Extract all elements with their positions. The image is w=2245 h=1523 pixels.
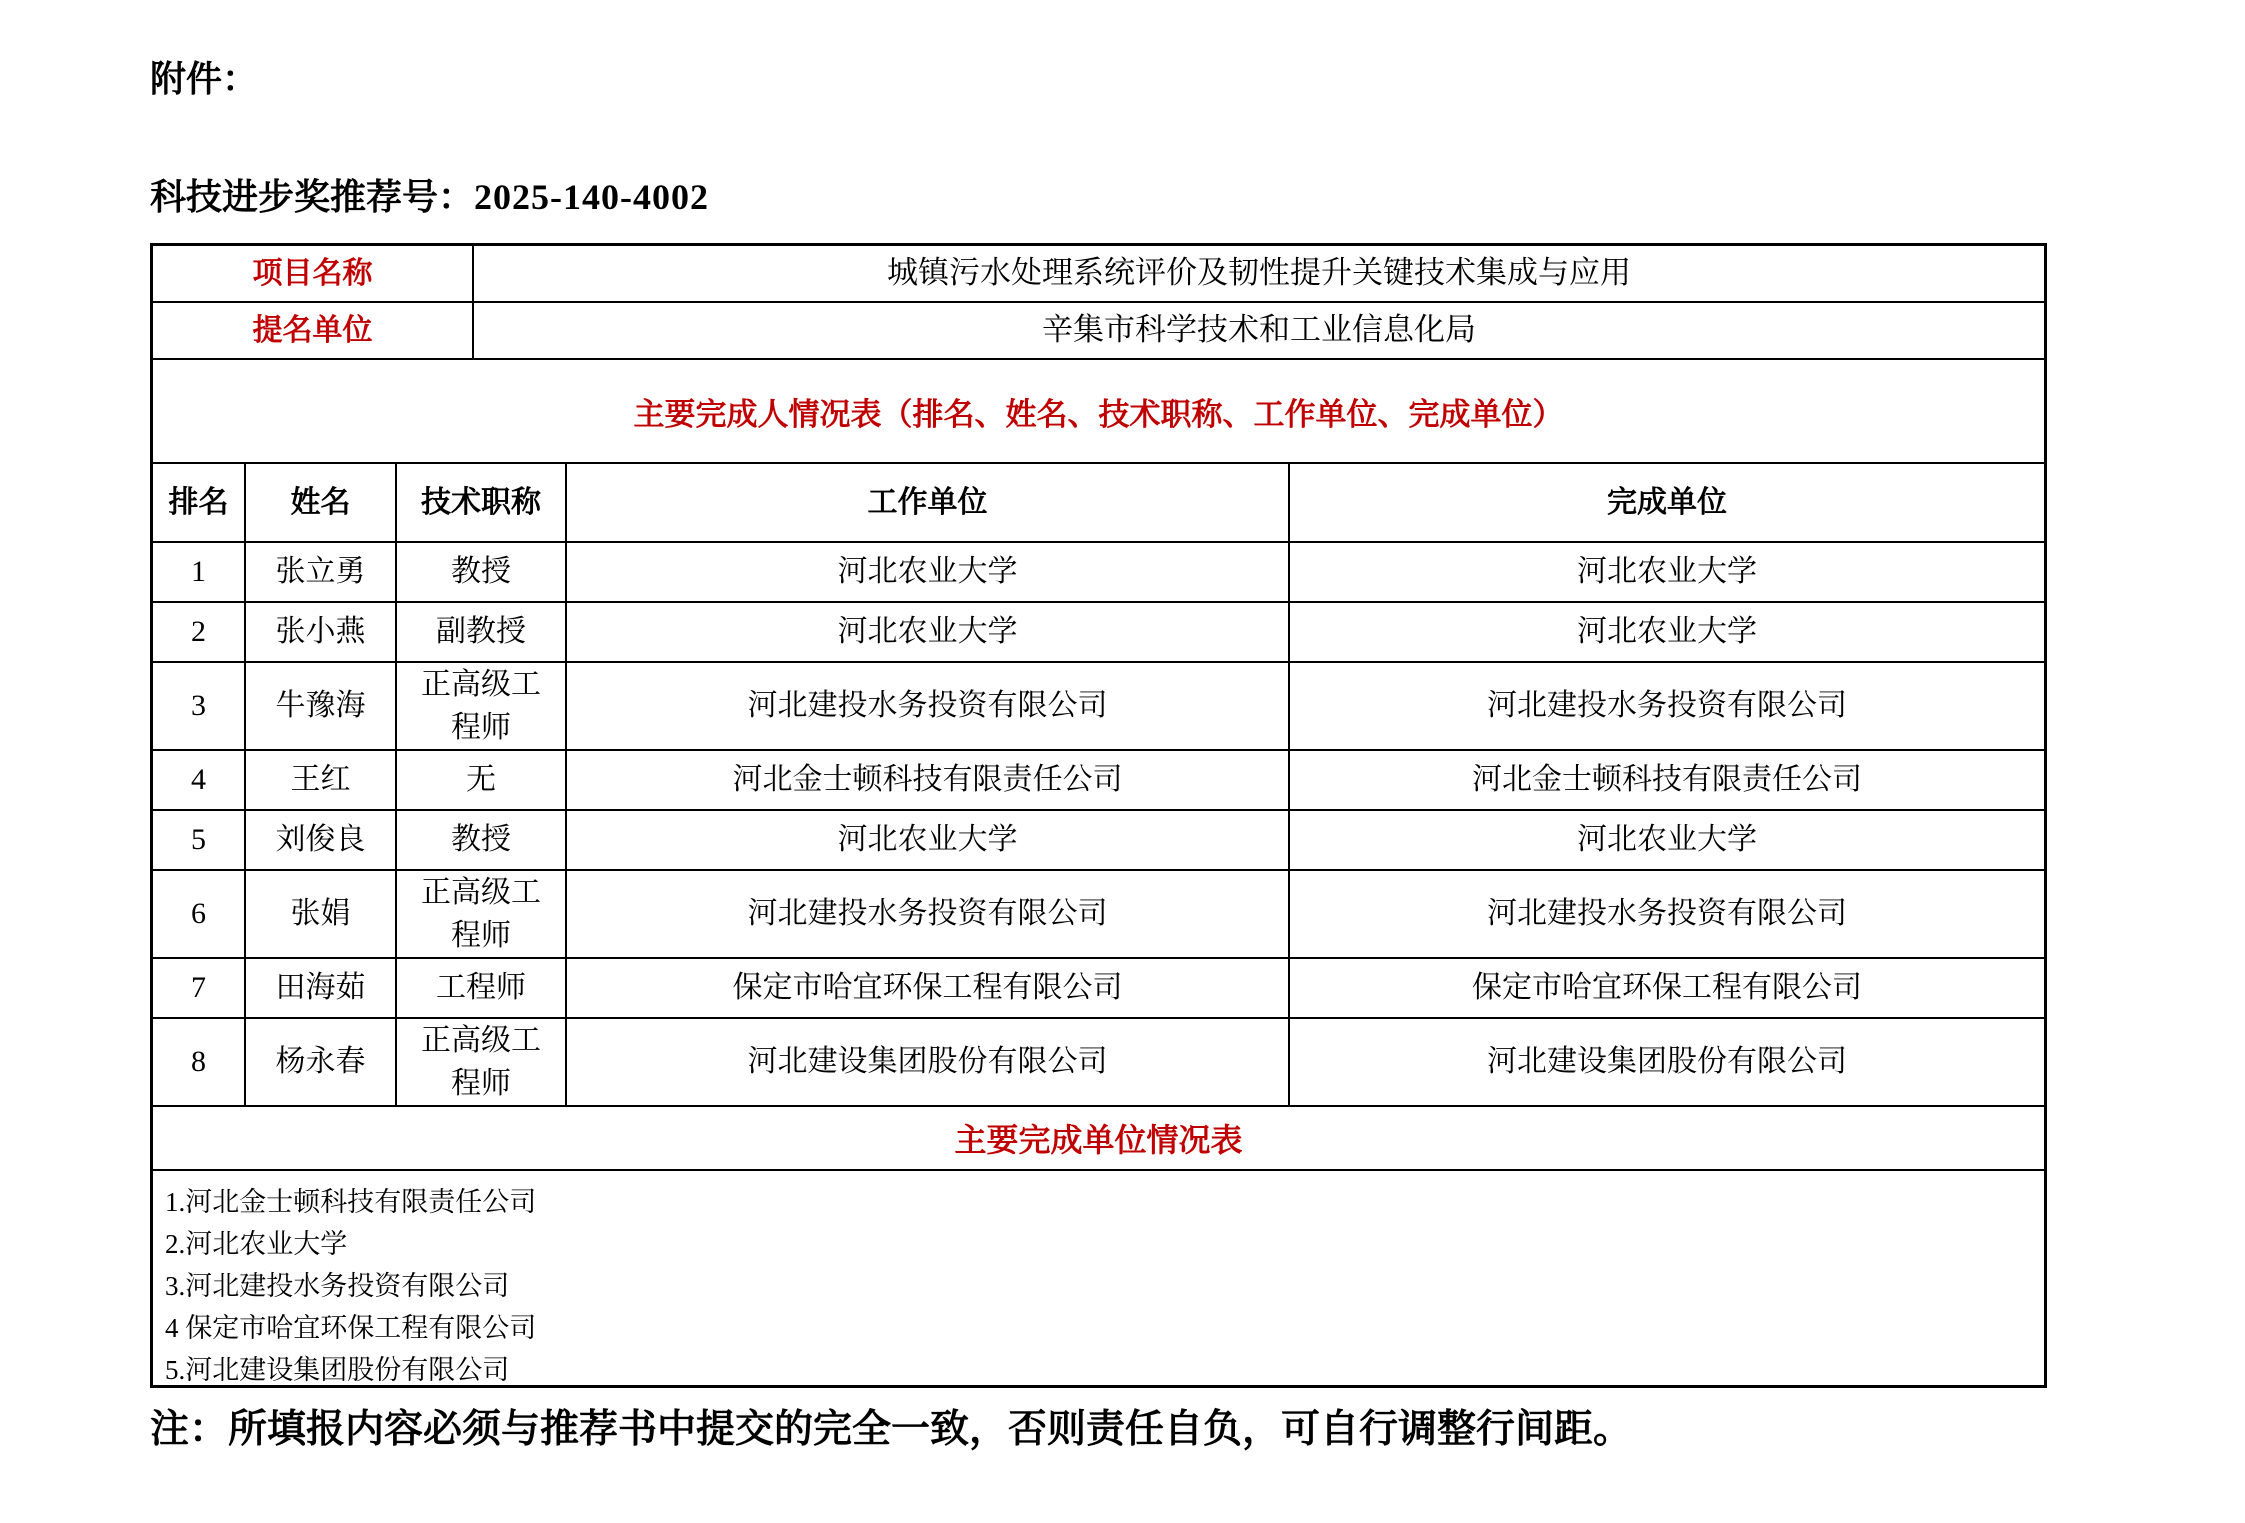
table-row (153, 811, 2044, 871)
units-title: 主要完成单位情况表 (954, 1122, 1243, 1158)
unit-item: 3.河北建投水务投资有限公司 (165, 1271, 510, 1301)
cell-completion-unit: 河北建投水务投资有限公司 (1487, 689, 1847, 723)
column-header-work-unit: 工作单位 (567, 464, 1290, 541)
unit-item: 5.河北建设集团股份有限公司 (165, 1355, 510, 1385)
cell-name: 王红 (246, 751, 397, 809)
column-header-title: 技术职称 (397, 464, 567, 541)
cell-work-unit: 河北农业大学 (567, 811, 1290, 869)
cell-rank: 4 (153, 751, 246, 809)
unit-item: 2.河北农业大学 (165, 1229, 348, 1259)
unit-item: 4 保定市哈宜环保工程有限公司 (165, 1313, 537, 1343)
table-header-row (153, 464, 2044, 543)
cell-name: 田海茹 (246, 959, 397, 1017)
cell-name: 张立勇 (246, 543, 397, 601)
cell-title: 正高级工程师 (397, 871, 567, 957)
table-row (153, 1019, 2044, 1107)
cell-work-unit: 河北建投水务投资有限公司 (567, 871, 1290, 957)
cell-title: 副教授 (397, 603, 567, 661)
cell-title: 教授 (397, 543, 567, 601)
project-name-value: 城镇污水处理系统评价及韧性提升关键技术集成与应用 (887, 255, 1631, 291)
cell-work-unit: 保定市哈宜环保工程有限公司 (567, 959, 1290, 1017)
table-row (153, 663, 2044, 751)
cell-rank: 5 (153, 811, 246, 869)
cell-work-unit: 河北建设集团股份有限公司 (567, 1019, 1290, 1105)
cell-name: 杨永春 (246, 1019, 397, 1105)
unit-item: 1.河北金士顿科技有限责任公司 (165, 1187, 537, 1217)
cell-completion-unit: 河北农业大学 (1577, 555, 1757, 589)
cell-rank: 7 (153, 959, 246, 1017)
attachment-label: 附件： (150, 59, 259, 99)
cell-work-unit: 河北农业大学 (567, 603, 1290, 661)
recommendation-label: 科技进步奖推荐号： (150, 177, 475, 217)
cell-completion-unit: 河北建投水务投资有限公司 (1487, 897, 1847, 931)
nominator-label: 提名单位 (153, 303, 474, 358)
cell-completion-unit: 河北建设集团股份有限公司 (1487, 1045, 1847, 1079)
table-row (153, 603, 2044, 663)
footer-note: 注：所填报内容必须与推荐书中提交的完全一致，否则责任自负，可自行调整行间距。 (150, 1408, 1633, 1451)
table-row (153, 751, 2044, 811)
cell-work-unit: 河北建投水务投资有限公司 (567, 663, 1290, 749)
completers-title-row (153, 360, 2044, 464)
units-title-row (153, 1107, 2044, 1171)
completers-title: 主要完成人情况表（排名、姓名、技术职称、工作单位、完成单位） (633, 396, 1564, 432)
cell-title: 正高级工程师 (397, 663, 567, 749)
table-row (153, 871, 2044, 959)
units-list (153, 1171, 2044, 1385)
cell-rank: 6 (153, 871, 246, 957)
cell-completion-unit: 保定市哈宜环保工程有限公司 (1472, 971, 1862, 1005)
project-name-label: 项目名称 (153, 246, 474, 301)
nominator-value: 辛集市科学技术和工业信息化局 (1042, 312, 1476, 348)
cell-rank: 2 (153, 603, 246, 661)
cell-work-unit: 河北农业大学 (567, 543, 1290, 601)
cell-rank: 8 (153, 1019, 246, 1105)
table-row (153, 959, 2044, 1019)
cell-rank: 3 (153, 663, 246, 749)
column-header-completion-unit: 完成单位 (1607, 485, 1727, 519)
cell-completion-unit: 河北农业大学 (1577, 823, 1757, 857)
cell-name: 刘俊良 (246, 811, 397, 869)
table-row (153, 543, 2044, 603)
cell-rank: 1 (153, 543, 246, 601)
cell-completion-unit: 河北农业大学 (1577, 615, 1757, 649)
cell-name: 牛豫海 (246, 663, 397, 749)
cell-title: 无 (397, 751, 567, 809)
column-header-name: 姓名 (246, 464, 397, 541)
cell-work-unit: 河北金士顿科技有限责任公司 (567, 751, 1290, 809)
cell-name: 张娟 (246, 871, 397, 957)
project-name-row (153, 246, 2044, 303)
award-table (150, 243, 2047, 1388)
cell-title: 工程师 (397, 959, 567, 1017)
cell-completion-unit: 河北金士顿科技有限责任公司 (1472, 763, 1862, 797)
cell-title: 教授 (397, 811, 567, 869)
recommendation-number: 2025-140-4002 (474, 177, 709, 217)
recommendation-line (150, 173, 2245, 221)
cell-name: 张小燕 (246, 603, 397, 661)
column-header-rank: 排名 (153, 464, 246, 541)
cell-title: 正高级工程师 (397, 1019, 567, 1105)
nominator-row (153, 303, 2044, 360)
